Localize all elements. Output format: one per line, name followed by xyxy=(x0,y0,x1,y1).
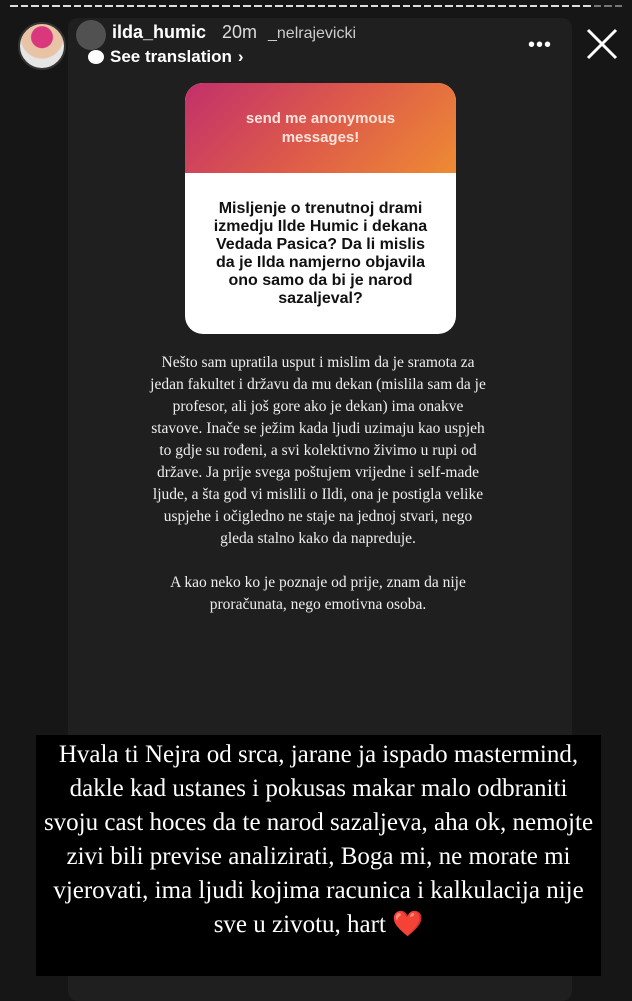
heart-icon: ❤️ xyxy=(392,911,424,938)
close-icon[interactable] xyxy=(584,26,620,62)
see-translation-label: See translation xyxy=(110,47,232,66)
more-options-icon[interactable]: ••• xyxy=(528,34,553,56)
question-sticker xyxy=(185,83,456,334)
reply-caption xyxy=(36,735,601,976)
question-text: Misljenje o trenutnoj drami izmedju Ilde Humic i dekana Vedada Pasica? Da li mislis da je Ilda namjerno objavila ono samo da bi je narod sazaljeval? xyxy=(213,199,428,307)
reply-text: Hvala ti Nejra od srca, jarane ja ispado mastermind, dakle kad ustanes i pokusas makar malo odbraniti svoju cast hoces da te narod sazaljeva, aha ok, nemojte zivi bili previse analizirati, Boga mi, ne morate mi vjerovati, ima ljudi kojima racunica i kalkulacija nije sve u zivotu, hart xyxy=(43,741,594,938)
reshared-avatar xyxy=(76,20,106,50)
speech-bubble-icon xyxy=(88,50,104,64)
see-translation-button[interactable] xyxy=(88,47,244,67)
username[interactable]: ilda_humic xyxy=(112,22,207,42)
answer-paragraph: A kao neko ko je poznaje od prije, znam da nije proračunata, nego emotivna osoba. xyxy=(170,574,466,613)
timestamp: 20m xyxy=(222,22,258,42)
answer-paragraph: Nešto sam upratila usput i mislim da je sramota za jedan fakultet i državu da mu dekan (mislila sam da je profesor, ali još gore ako je dekan) ima onakve stavove. Inače se ježim kada ljudi uzimaju kao uspjeh to gdje su rođeni, a svi kolektivno živimo u rupi od države. Ja prije svega poštujem vrijedne i self-made ljude, a šta god vi mislili o Ildi, ona je postigla velike uspjehe i očigledno ne staje na jednoj stvari, nego gleda stalno kako da napreduje. xyxy=(150,354,486,547)
chevron-right-icon: › xyxy=(237,47,244,66)
answer-text xyxy=(150,352,486,616)
avatar[interactable] xyxy=(18,22,66,70)
question-sticker-title: send me anonymous messages! xyxy=(185,83,456,173)
story-progress-bar xyxy=(10,5,622,7)
reshared-username: _nelrajevicki xyxy=(268,25,357,42)
